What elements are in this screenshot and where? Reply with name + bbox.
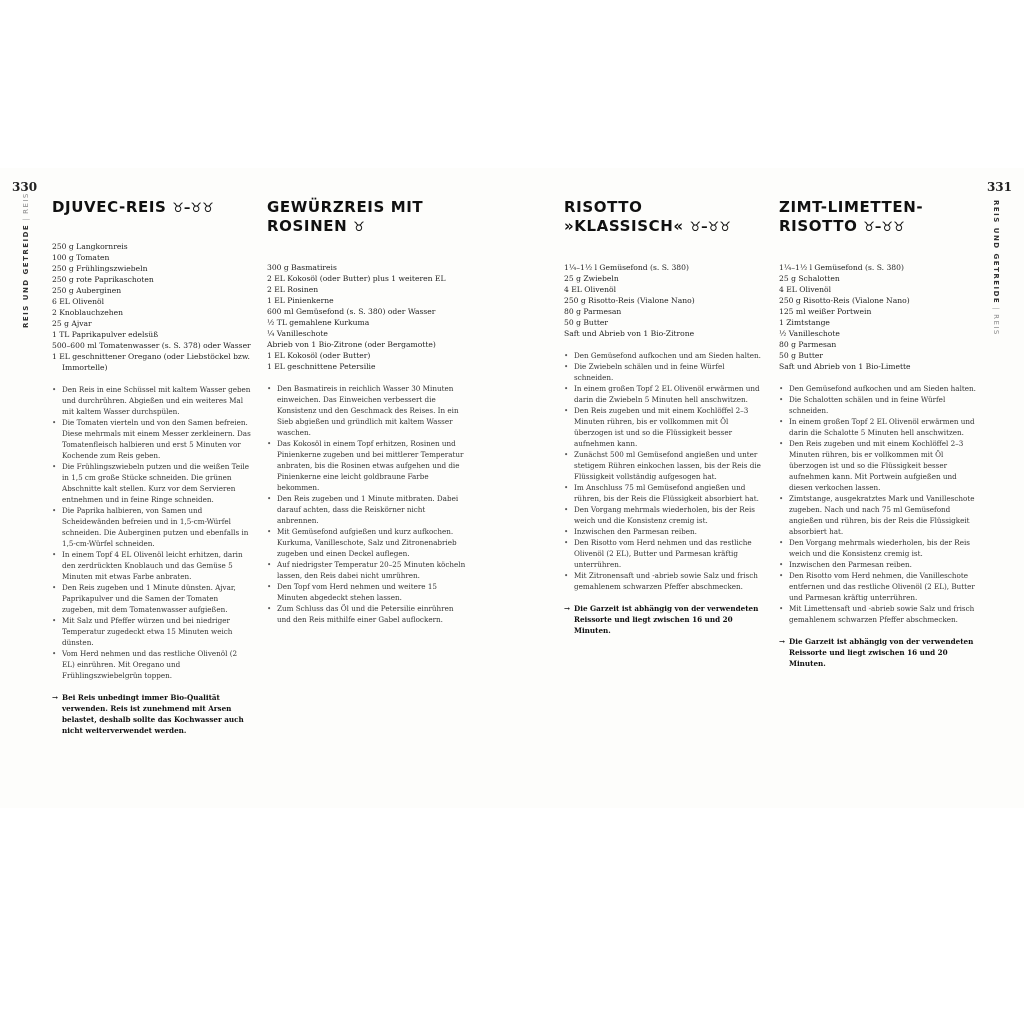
ingredient-item: 25 g Ajvar [52,319,92,328]
step-item: • Den Vorgang mehrmals wiederholen, bis der Reis weich und die Konsistenz cremig ist. [564,504,764,526]
recipe-risotto-klassisch [564,198,764,636]
step-item: • Im Anschluss 75 ml Gemüsefond angießen und rühren, bis der Reis die Flüssigkeit absorbiert hat. [564,482,764,504]
ingredient-item: 250 g Frühlingszwiebeln [52,264,148,273]
arrow-icon: → [52,693,59,702]
recipe-djuvec-reis [52,198,252,736]
ingredient-list [52,241,252,373]
ingredient-item: 250 g Risotto-Reis (Vialone Nano) [564,296,695,305]
section-label-right: REIS UND GETREIDE|REIS [992,200,1000,336]
ingredient-item: 1 TL Paprikapulver edelsüß [52,330,159,339]
step-list [779,383,979,625]
ingredient-item: 100 g Tomaten [52,253,110,262]
ingredient-item: 600 ml Gemüsefond (s. S. 380) oder Wasser [267,307,436,316]
recipe-zimt-limetten-risotto [779,198,979,669]
recipe-note: → Die Garzeit ist abhängig von der verwendeten Reissorte und liegt zwischen 16 und 20 Minuten. [564,604,759,635]
ingredient-list [779,262,979,372]
step-item: • Mit Gemüsefond aufgießen und kurz aufkochen. Kurkuma, Vanilleschote, Salz und Zitronenabrieb zugeben und einen Deckel auflegen. [267,526,467,559]
step-item: • In einem großen Topf 2 EL Olivenöl erwärmen und darin die Zwiebeln 5 Minuten hell anschwitzen. [564,383,764,405]
difficulty-rating-icon: ♉ [353,220,365,235]
ingredient-item: 6 EL Olivenöl [52,297,105,306]
step-item: • Den Risotto vom Herd nehmen, die Vanilleschote entfernen und das restliche Olivenöl (2 EL), Butter und Parmesan kräftig unterrühren. [779,570,979,603]
ingredient-item: 1¼–1½ l Gemüsefond (s. S. 380) [779,263,904,272]
step-item: • Inzwischen den Parmesan reiben. [564,526,764,537]
ingredient-item: 1 EL Pinienkerne [267,296,334,305]
ingredient-item: 25 g Schalotten [779,274,840,283]
step-item: • Inzwischen den Parmesan reiben. [779,559,979,570]
difficulty-rating-icon: ♉–♉♉ [172,201,214,216]
page-number-right: 331 [986,180,1012,194]
ingredient-item: 1 EL geschnittener Oregano (oder Liebstöckel bzw. Immortelle) [52,352,250,372]
recipe-note: → Bei Reis unbedingt immer Bio-Qualität verwenden. Reis ist zunehmend mit Arsen belastet, deshalb sollte das Kochwasser auch nicht weiterverwendet werden. [52,693,244,735]
step-item: • Den Reis in eine Schüssel mit kaltem Wasser geben und durchrühren. Abgießen und ein weiteres Mal mit kaltem Wasser durchspülen. [52,384,252,417]
ingredient-item: 1 Zimtstange [779,318,830,327]
step-item: • Den Topf vom Herd nehmen und weitere 15 Minuten abgedeckt stehen lassen. [267,581,467,603]
step-item: • Den Reis zugeben und mit einem Kochlöffel 2–3 Minuten rühren, bis er vollkommen mit Öl überzogen ist und so die Flüssigkeit besser aufnehmen kann. [564,405,764,449]
difficulty-rating-icon: ♉–♉♉ [689,220,731,235]
step-item: • Die Schalotten schälen und in feine Würfel schneiden. [779,394,979,416]
ingredient-item: 250 g Langkornreis [52,242,128,251]
ingredient-item: 300 g Basmatireis [267,263,337,272]
step-item: • Die Tomaten vierteln und von den Samen befreien. Diese mehrmals mit einem Messer zerkleinern. Das Tomatenfleisch halbieren und erst 5 Minuten vor Kochende zum Reis geben. [52,417,252,461]
section-label-left: REIS UND GETREIDE|REIS [22,192,30,328]
step-item: • Den Gemüsefond aufkochen und am Sieden halten. [564,350,764,361]
ingredient-item: 25 g Zwiebeln [564,274,619,283]
ingredient-item: 250 g rote Paprikaschoten [52,275,154,284]
recipe-gewuerzreis-mit-rosinen [267,198,467,625]
ingredient-item: 250 g Risotto-Reis (Vialone Nano) [779,296,910,305]
step-item: • Die Paprika halbieren, von Samen und Scheidewänden befreien und in 1,5-cm-Würfel schneiden. Die Auberginen putzen und ebenfalls in 1,5-cm-Würfel schneiden. [52,505,252,549]
ingredient-item: Saft und Abrieb von 1 Bio-Zitrone [564,329,695,338]
step-item: • In einem großen Topf 2 EL Olivenöl erwärmen und darin die Schalotte 5 Minuten hell anschwitzen. [779,416,979,438]
ingredient-item: 125 ml weißer Portwein [779,307,872,316]
step-item: • Vom Herd nehmen und das restliche Olivenöl (2 EL) einrühren. Mit Oregano und Frühlingszwiebelgrün toppen. [52,648,252,681]
recipe-title: RISOTTO »KLASSISCH« ♉–♉♉ [564,198,731,235]
step-item: • Zunächst 500 ml Gemüsefond angießen und unter stetigem Rühren einkochen lassen, bis der Reis die Flüssigkeit vollständig aufgesogen hat. [564,449,764,482]
subsection-name: REIS [992,314,1000,336]
step-item: • Das Kokosöl in einem Topf erhitzen, Rosinen und Pinienkerne zugeben und bei mittlerer Temperatur anbraten, bis die Rosinen etwas aufgehen und die Pinienkerne eine leicht goldbraune Farbe bekommen. [267,438,467,493]
step-item: • Auf niedrigster Temperatur 20–25 Minuten köcheln lassen, den Reis dabei nicht umrühren. [267,559,467,581]
recipe-title: GEWÜRZREIS MIT ROSINEN ♉ [267,198,424,235]
subsection-name: REIS [22,192,30,214]
ingredient-list [564,262,764,339]
ingredient-item: Saft und Abrieb von 1 Bio-Limette [779,362,911,371]
step-item: • Die Frühlingszwiebeln putzen und die weißen Teile in 1,5 cm große Stücke schneiden. Die grünen Abschnitte kalt stellen. Kurz vor dem Servieren entnehmen und in feine Ringe schneiden. [52,461,252,505]
step-item: • Den Gemüsefond aufkochen und am Sieden halten. [779,383,979,394]
step-item: • In einem Topf 4 EL Olivenöl leicht erhitzen, darin den zerdrückten Knoblauch und das Gemüse 5 Minuten mit etwas Farbe anbraten. [52,549,252,582]
ingredient-item: 4 EL Olivenöl [779,285,832,294]
ingredient-item: 80 g Parmesan [564,307,622,316]
ingredient-item: 2 EL Kokosöl (oder Butter) plus 1 weiteren EL [267,274,446,283]
ingredient-item: 50 g Butter [779,351,824,360]
step-item: • Zimtstange, ausgekratztes Mark und Vanilleschote zugeben. Nach und nach 75 ml Gemüsefond angießen und rühren, bis der Reis die Flüssigkeit absorbiert hat. [779,493,979,537]
ingredient-item: 2 Knoblauchzehen [52,308,124,317]
ingredient-item: 50 g Butter [564,318,609,327]
section-name: REIS UND GETREIDE [22,223,30,328]
ingredient-item: 500–600 ml Tomatenwasser (s. S. 378) oder Wasser [52,341,251,350]
ingredient-item: 80 g Parmesan [779,340,837,349]
step-item: • Den Reis zugeben und 1 Minute dünsten. Ajvar, Paprikapulver und die Samen der Tomaten zugeben, mit dem Tomatenwasser aufgießen. [52,582,252,615]
ingredient-item: 1¼–1½ l Gemüsefond (s. S. 380) [564,263,689,272]
step-item: • Mit Limettensaft und -abrieb sowie Salz und frisch gemahlenem schwarzen Pfeffer abschmecken. [779,603,979,625]
step-item: • Den Basmatireis in reichlich Wasser 30 Minuten einweichen. Das Einweichen verbessert die Konsistenz und den Geschmack des Reises. In ein Sieb abgießen und gründlich mit kaltem Wasser waschen. [267,383,467,438]
recipe-title: ZIMT-LIMETTEN-RISOTTO ♉–♉♉ [779,198,924,235]
step-item: • Mit Salz und Pfeffer würzen und bei niedriger Temperatur zugedeckt etwa 15 Minuten weich dünsten. [52,615,252,648]
ingredient-item: Abrieb von 1 Bio-Zitrone (oder Bergamotte) [267,340,436,349]
ingredient-item: ½ TL gemahlene Kurkuma [267,318,370,327]
step-item: • Den Vorgang mehrmals wiederholen, bis der Reis weich und die Konsistenz cremig ist. [779,537,979,559]
ingredient-item: 4 EL Olivenöl [564,285,617,294]
step-item: • Die Zwiebeln schälen und in feine Würfel schneiden. [564,361,764,383]
recipe-note: → Die Garzeit ist abhängig von der verwendeten Reissorte und liegt zwischen 16 und 20 Minuten. [779,637,974,668]
step-item: • Den Risotto vom Herd nehmen und das restliche Olivenöl (2 EL), Butter und Parmesan kräftig unterrühren. [564,537,764,570]
ingredient-item: 1 EL geschnittene Petersilie [267,362,376,371]
ingredient-item: ¼ Vanilleschote [267,329,328,338]
recipe-title: DJUVEC-REIS ♉–♉♉ [52,198,214,216]
step-item: • Den Reis zugeben und 1 Minute mitbraten. Dabei darauf achten, dass die Reiskörner nicht anbrennen. [267,493,467,526]
section-name: REIS UND GETREIDE [992,200,1000,305]
page-number-left: 330 [12,180,38,194]
ingredient-item: 2 EL Rosinen [267,285,319,294]
step-list [267,383,467,625]
step-list [564,350,764,592]
step-list [52,384,252,681]
step-item: • Mit Zitronensaft und -abrieb sowie Salz und frisch gemahlenem schwarzen Pfeffer abschmecken. [564,570,764,592]
ingredient-list [267,262,467,372]
ingredient-item: 1 EL Kokosöl (oder Butter) [267,351,371,360]
step-item: • Zum Schluss das Öl und die Petersilie einrühren und den Reis mithilfe einer Gabel auflockern. [267,603,467,625]
arrow-icon: → [779,637,786,646]
ingredient-item: ½ Vanilleschote [779,329,840,338]
arrow-icon: → [564,604,571,613]
difficulty-rating-icon: ♉–♉♉ [863,220,905,235]
step-item: • Den Reis zugeben und mit einem Kochlöffel 2–3 Minuten rühren, bis er vollkommen mit Öl überzogen ist und so die Flüssigkeit besser aufnehmen kann. Mit Portwein aufgießen und diesen verkochen lassen. [779,438,979,493]
ingredient-item: 250 g Auberginen [52,286,122,295]
